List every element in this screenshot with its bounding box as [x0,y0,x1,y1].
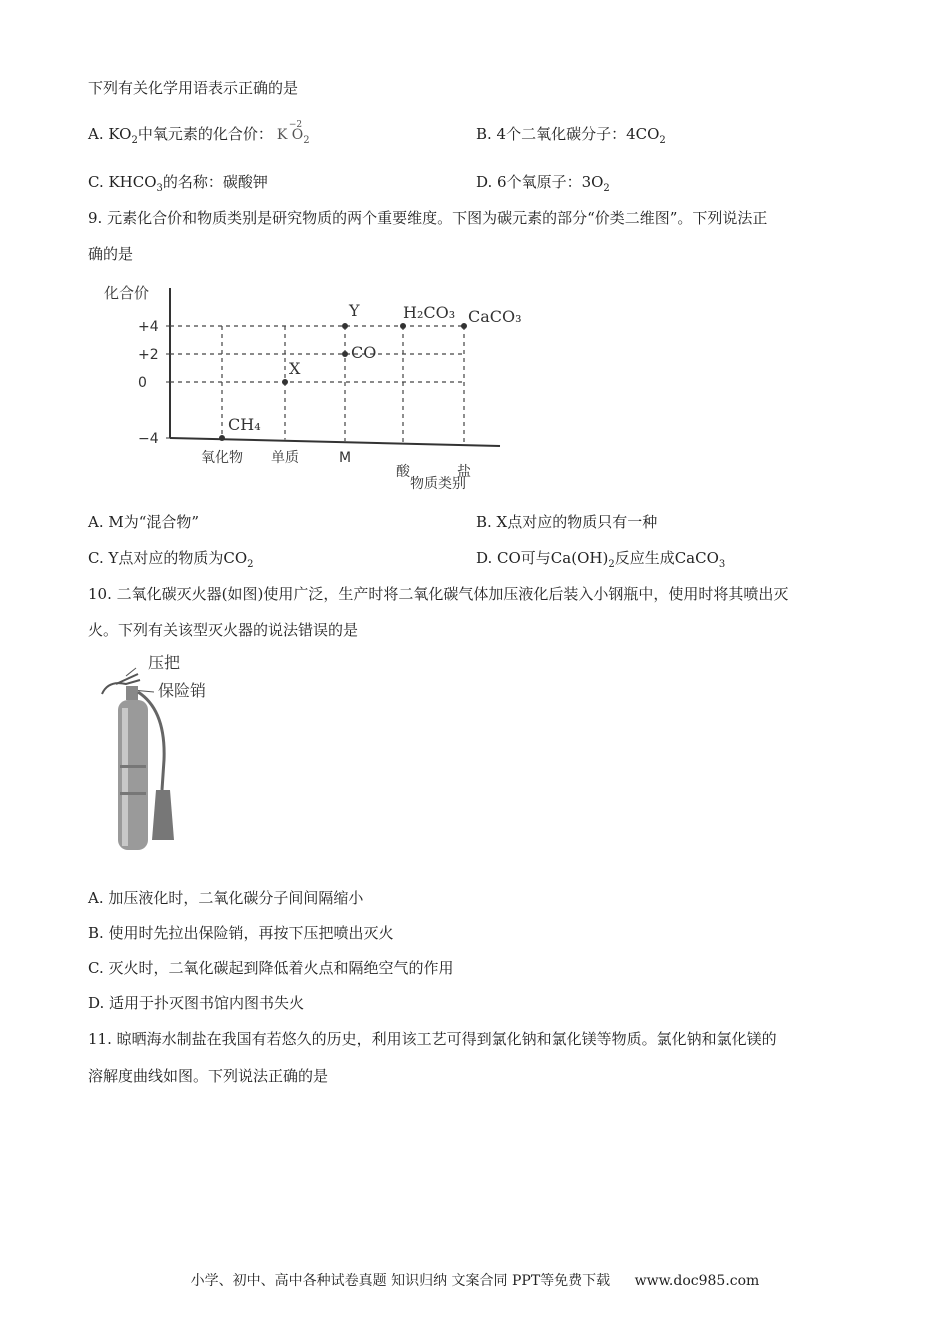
q10-stem-line2: 火。下列有关该型灭火器的说法错误的是 [88,621,359,639]
label-handle: 压把 [148,653,181,672]
q10-stem-line1: 10. 二氧化碳灭火器(如图)使用广泛，生产时将二氧化碳气体加压液化后装入小钢瓶中，使用时将其喷出灭 [88,585,789,603]
q9-option-d: D. CO可与$Ca(OH)_2$反应生成CaCO$_3$ [476,549,726,570]
footer-text: 小学、初中、高中各种试卷真题 知识归纳 文案合同 PPT等免费下载 [190,1273,611,1289]
data-point [461,323,467,329]
q11-stem-line1: 11. 晾晒海水制盐在我国有若悠久的历史，利用该工艺可得到氯化钠和氯化镁等物质。氯化钠和氯化镁的 [88,1030,777,1048]
data-point [400,323,406,329]
q11-stem-line2: 溶解度曲线如图。下列说法正确的是 [88,1067,329,1085]
data-point [282,379,288,385]
q8-option-a: A. $KO_2$中氧元素的化合价： K $O_2$ −2 [88,124,310,151]
page-footer [0,1270,950,1290]
q10-option-a: A. 加压液化时，二氧化碳分子间间隔缩小 [88,889,364,907]
fire-extinguisher-figure [92,650,262,860]
data-point [342,351,348,357]
y-tick-label: +2 [138,347,159,363]
q10-option-d: D. 适用于扑灭图书馆内图书失火 [88,994,305,1012]
footer-url[interactable]: www.doc985.com [634,1273,760,1289]
x-axis-label: 物质类别 [410,476,466,492]
valence-category-chart [100,278,540,500]
point-label: H₂CO₃ [403,303,456,322]
q8-option-c: C. $KHCO_3$的名称：碳酸钾 [88,173,268,194]
q8-option-b: B. 4个二氧化碳分子：$4CO_2$ [476,125,666,146]
data-point [219,435,225,441]
valence-formula: K $O_2$ −2 [276,120,310,146]
point-label: X [289,359,301,378]
q8-option-d: D. 6个氧原子：$3O_2$ [476,173,610,194]
q9-stem-line2: 确的是 [88,245,134,263]
y-tick-label: 0 [138,375,147,391]
x-category-label: 氧化物 [201,450,243,466]
point-label: CaCO₃ [468,307,522,326]
x-category-label: 酸 [396,464,410,480]
q9-option-a: A. M为“混合物” [88,513,200,531]
q10-option-c: C. 灭火时，二氧化碳起到降低着火点和隔绝空气的作用 [88,959,454,977]
y-tick-label: −4 [138,431,159,447]
label-safety-pin: 保险销 [158,681,207,700]
q9-stem-line1: 9. 元素化合价和物质类别是研究物质的两个重要维度。下图为碳元素的部分“价类二维图”。下列说法正 [88,209,768,227]
q8-stem: 下列有关化学用语表示正确的是 [88,79,299,97]
data-point [342,323,348,329]
point-label: Y [349,301,360,320]
q9-option-c: C. Y点对应的物质为$CO_2$ [88,549,254,570]
y-axis-label: 化合价 [104,284,150,302]
q9-option-b: B. X点对应的物质只有一种 [476,513,658,531]
point-label: CO [351,343,377,362]
x-category-label: 单质 [271,450,299,466]
x-category-label: 盐 [457,464,471,480]
y-tick-label: +4 [138,319,159,335]
point-label: CH₄ [228,415,261,434]
x-category-label: M [338,450,352,466]
q10-option-b: B. 使用时先拉出保险销，再按下压把喷出灭火 [88,924,394,942]
